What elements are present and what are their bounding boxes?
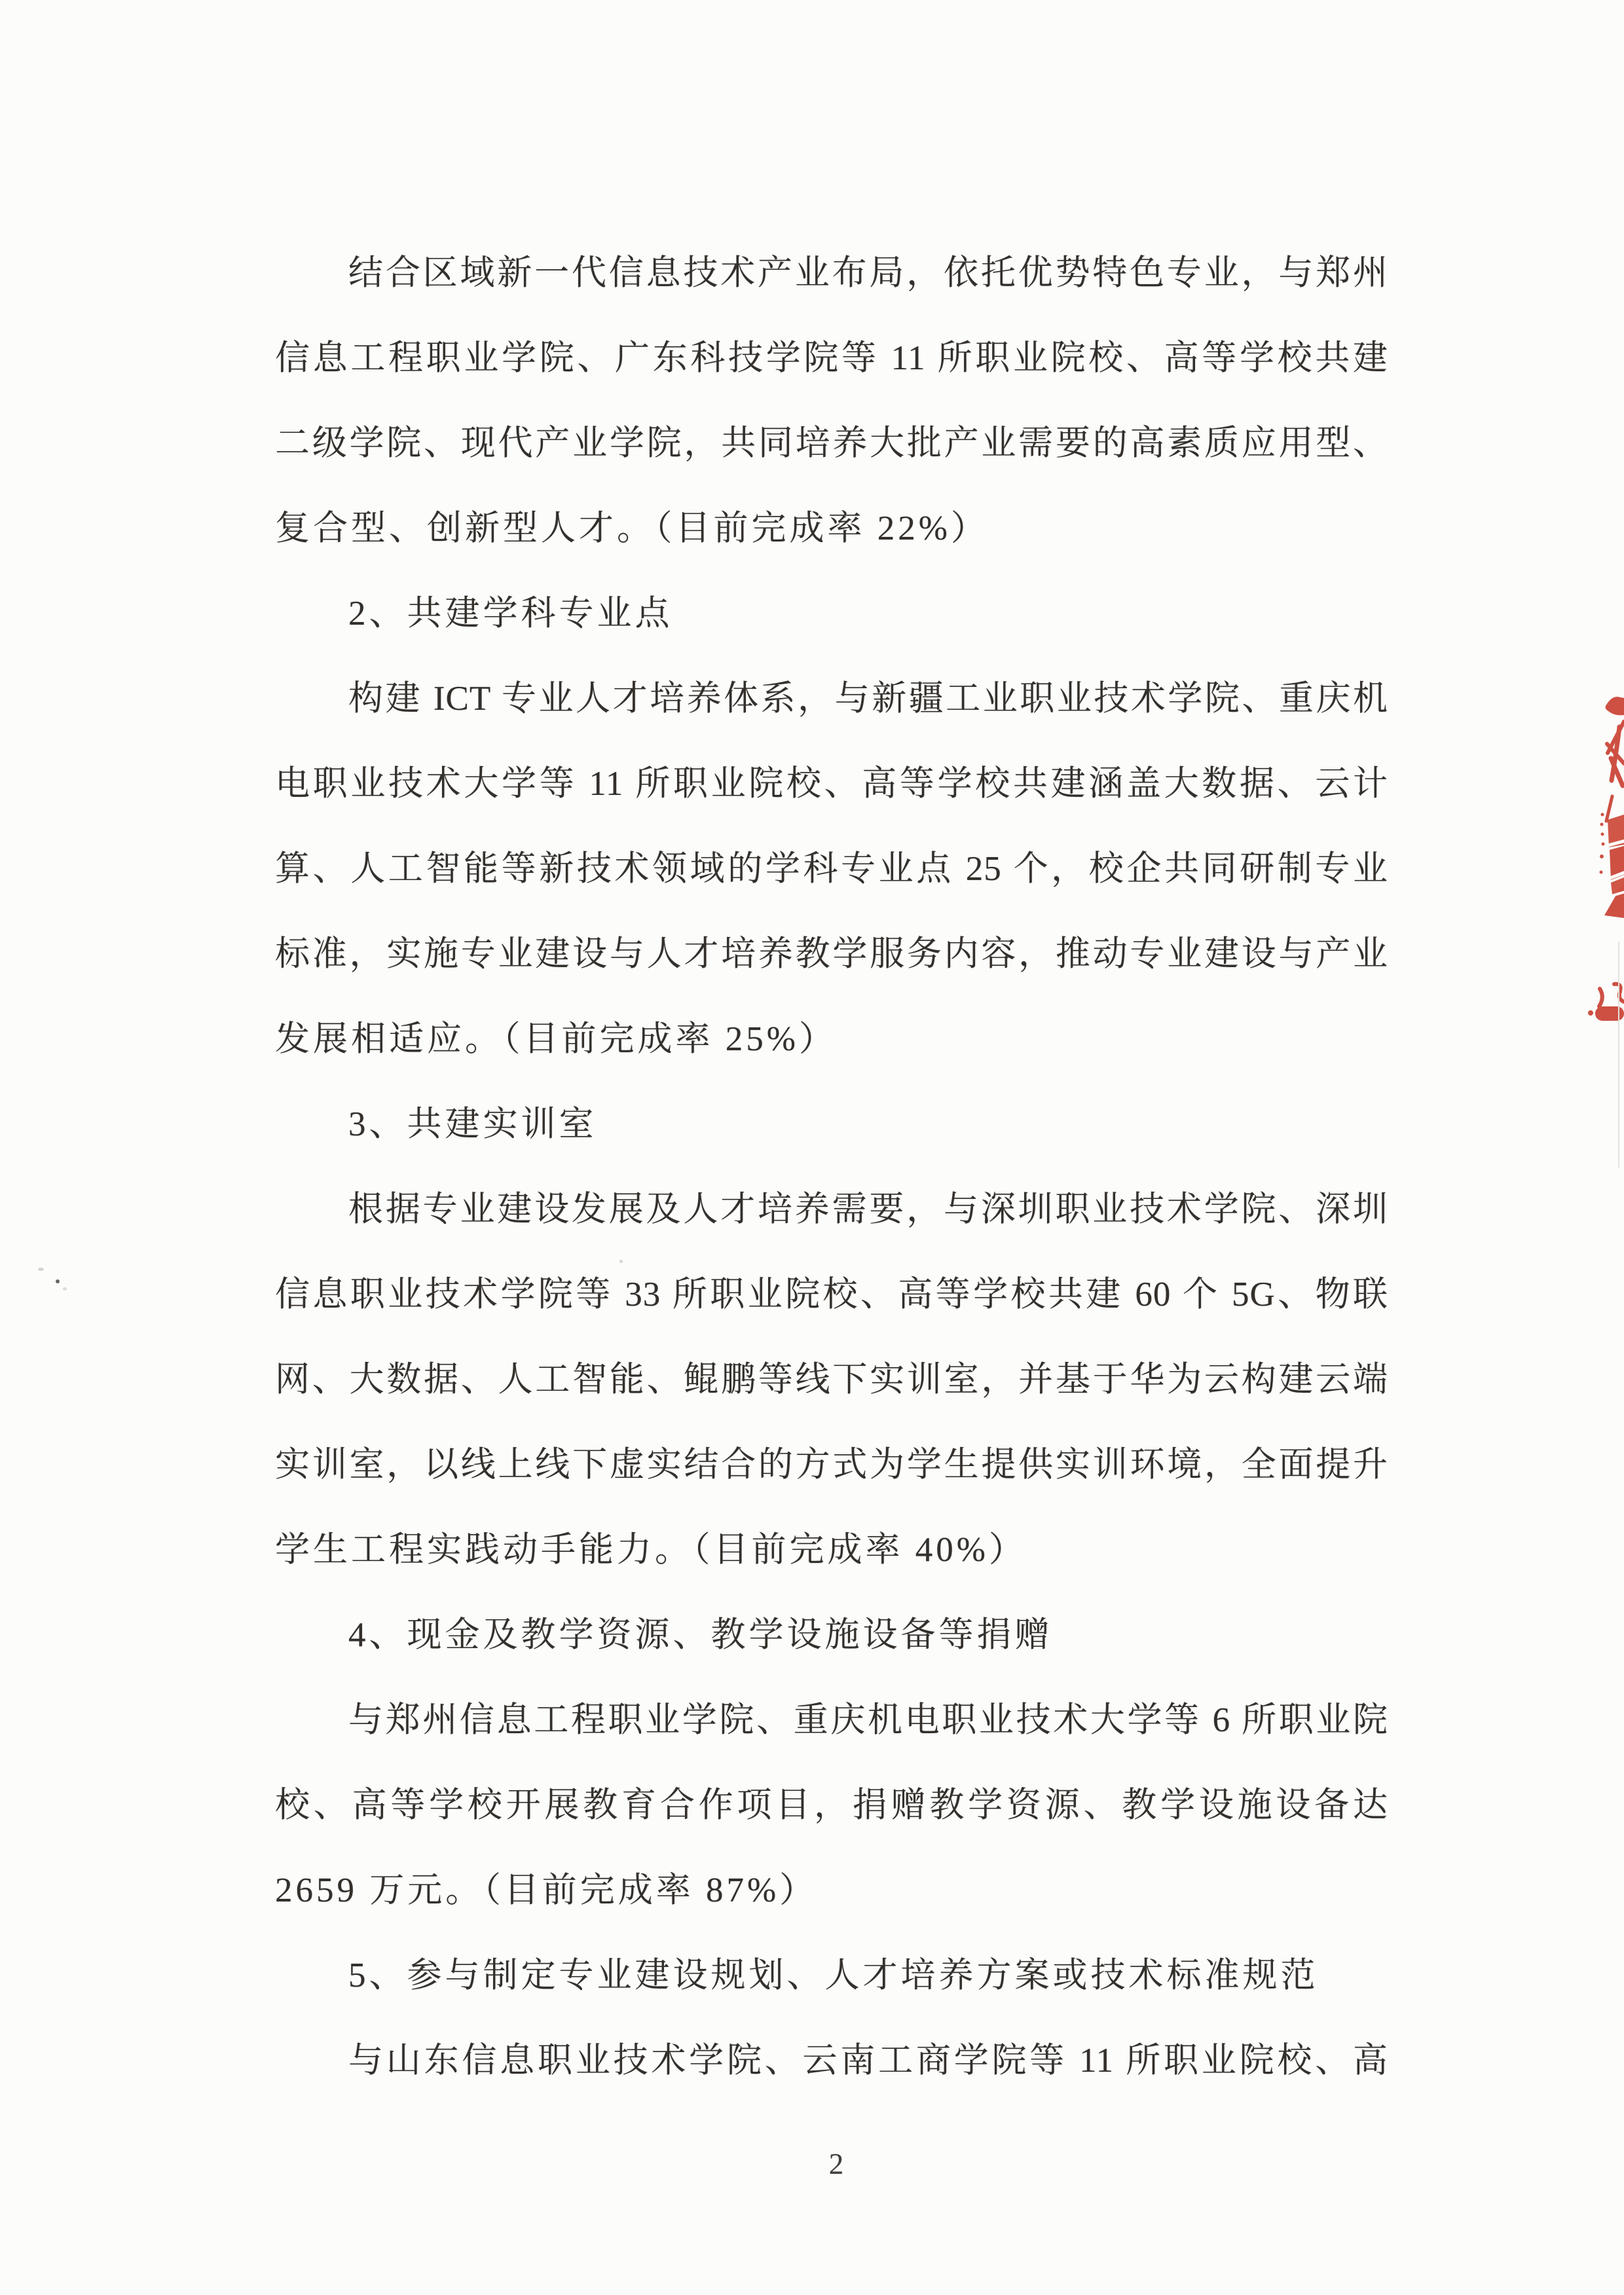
text-line: 网、大数据、人工智能、鲲鹏等线下实训室，并基于华为云构建云端 <box>275 1361 1388 1399</box>
page-number: 2 <box>828 2148 844 2180</box>
scan-speck <box>619 1260 623 1263</box>
text-line: 复合型、创新型人才。（目前完成率 22%） <box>275 509 989 547</box>
text-line: 3、共建实训室 <box>348 1105 597 1143</box>
text-line: 学生工程实践动手能力。（目前完成率 40%） <box>275 1531 1027 1569</box>
scan-edge-line <box>1618 942 1619 1167</box>
text-line: 4、现金及教学资源、教学设施设备等捐赠 <box>348 1616 1053 1654</box>
scan-speck <box>38 1268 44 1271</box>
text-line: 实训室，以线上线下虚实结合的方式为学生提供实训环境，全面提升 <box>275 1446 1388 1484</box>
text-line: 信息职业技术学院等 33 所职业院校、高等学校共建 60 个 5G、物联 <box>275 1276 1388 1313</box>
text-line: 根据专业建设发展及人才培养需要，与深圳职业技术学院、深圳 <box>348 1190 1388 1228</box>
text-line: 5、参与制定专业建设规划、人才培养方案或技术标准规范 <box>348 1956 1319 1994</box>
text-line: 与郑州信息工程职业学院、重庆机电职业技术大学等 6 所职业院 <box>348 1701 1388 1739</box>
red-seal-stamp-fragment <box>1578 681 1624 1048</box>
scan-speck <box>63 1287 67 1291</box>
text-line: 2659 万元。（目前完成率 87%） <box>275 1871 818 1909</box>
text-line: 电职业技术大学等 11 所职业院校、高等学校共建涵盖大数据、云计 <box>275 765 1388 803</box>
text-line: 信息工程职业学院、广东科技学院等 11 所职业院校、高等学校共建 <box>275 339 1388 377</box>
text-line: 结合区域新一代信息技术产业布局，依托优势特色专业，与郑州 <box>348 254 1388 292</box>
text-line: 校、高等学校开展教育合作项目，捐赠教学资源、教学设施设备达 <box>275 1786 1388 1824</box>
scan-speck <box>56 1279 60 1283</box>
text-line: 构建 ICT 专业人才培养体系，与新疆工业职业技术学院、重庆机 <box>348 680 1388 718</box>
document-body <box>275 230 1388 2103</box>
text-line: 与山东信息职业技术学院、云南工商学院等 11 所职业院校、高 <box>348 2042 1388 2080</box>
text-line: 发展相适应。（目前完成率 25%） <box>275 1020 837 1058</box>
text-line: 标准，实施专业建设与人才培养教学服务内容，推动专业建设与产业 <box>275 935 1388 973</box>
text-line: 算、人工智能等新技术领域的学科专业点 25 个，校企共同研制专业 <box>275 850 1388 888</box>
text-line: 二级学院、现代产业学院，共同培养大批产业需要的高素质应用型、 <box>275 424 1388 462</box>
text-line: 2、共建学科专业点 <box>348 595 673 633</box>
